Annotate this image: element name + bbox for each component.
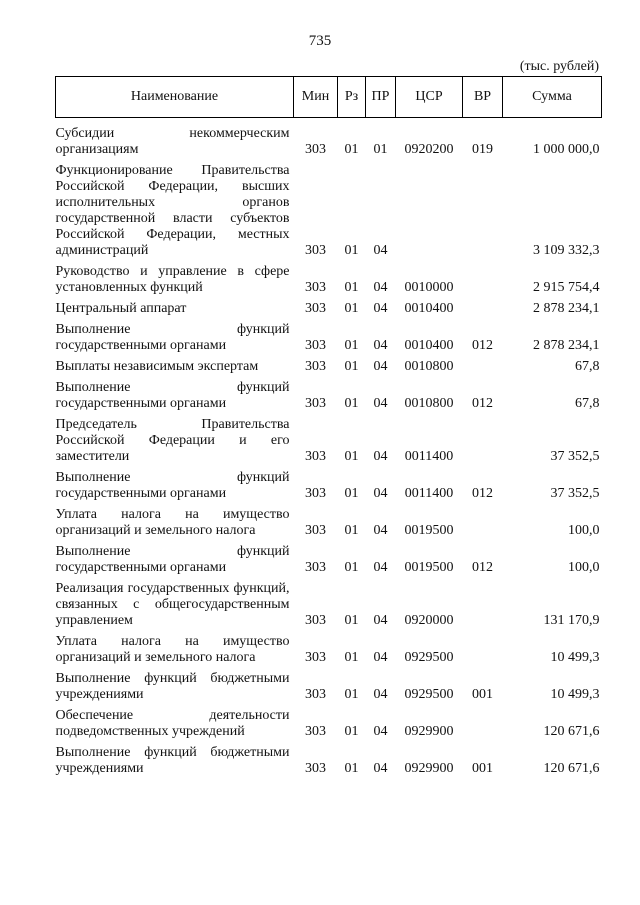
cell-vr: 019 <box>472 142 493 157</box>
cell-sum: 131 170,9 <box>543 613 600 628</box>
cell-vr: 012 <box>472 486 493 501</box>
cell-name: Выплаты независимым экспертам <box>55 359 259 374</box>
table-row <box>56 671 602 708</box>
cell-sum: 120 671,6 <box>543 761 600 776</box>
cell-vr: 012 <box>472 338 493 353</box>
cell-csr: 0929900 <box>404 724 454 739</box>
cell-rz: 01 <box>344 650 359 665</box>
cell-csr: 0920200 <box>404 142 454 157</box>
cell-min: 303 <box>305 560 326 575</box>
table-row <box>56 301 602 322</box>
cell-min: 303 <box>305 449 326 464</box>
cell-vr <box>463 581 503 634</box>
cell-min: 303 <box>305 486 326 501</box>
cell-sum: 67,8 <box>575 396 600 411</box>
cell-pr: 04 <box>373 486 388 501</box>
cell-min: 303 <box>305 338 326 353</box>
header-rz: Рз <box>338 77 366 118</box>
cell-vr <box>463 417 503 470</box>
cell-pr: 04 <box>373 338 388 353</box>
cell-rz: 01 <box>344 301 359 316</box>
cell-vr: 001 <box>472 687 493 702</box>
cell-pr: 04 <box>373 687 388 702</box>
cell-min: 303 <box>305 243 326 258</box>
cell-name: Председатель Правительства Российской Федерации и его заместители <box>55 417 290 464</box>
cell-name: Функционирование Правительства Российской Федерации, высших исполнительных органов государственной власти субъектов Российской Федерации, местных администраций <box>55 163 290 258</box>
cell-min: 303 <box>305 761 326 776</box>
cell-pr: 04 <box>373 613 388 628</box>
cell-vr: 012 <box>472 560 493 575</box>
table-row <box>56 544 602 581</box>
cell-name: Реализация государственных функций, связанных с общегосударственным управлением <box>55 581 290 628</box>
cell-csr: 0010400 <box>404 338 454 353</box>
cell-sum: 100,0 <box>568 523 600 538</box>
header-pr: ПР <box>366 77 396 118</box>
cell-pr: 04 <box>373 560 388 575</box>
table-row <box>56 634 602 671</box>
cell-vr <box>463 301 503 322</box>
cell-rz: 01 <box>344 449 359 464</box>
cell-name: Субсидии некоммерческим организациям <box>55 126 290 157</box>
cell-vr <box>463 359 503 380</box>
cell-pr: 04 <box>373 359 388 374</box>
cell-sum: 37 352,5 <box>550 449 600 464</box>
cell-name: Уплата налога на имущество организаций и земельного налога <box>55 507 290 538</box>
cell-name: Выполнение функций государственными органами <box>55 544 290 575</box>
cell-rz: 01 <box>344 523 359 538</box>
cell-csr <box>396 163 463 264</box>
cell-min: 303 <box>305 359 326 374</box>
cell-vr <box>463 264 503 301</box>
table-row <box>56 264 602 301</box>
cell-name: Выполнение функций бюджетными учреждениями <box>55 745 290 776</box>
table-row <box>56 417 602 470</box>
cell-vr <box>463 163 503 264</box>
cell-csr: 0920000 <box>404 613 454 628</box>
cell-min: 303 <box>305 650 326 665</box>
cell-rz: 01 <box>344 396 359 411</box>
cell-min: 303 <box>305 396 326 411</box>
cell-sum: 37 352,5 <box>550 486 600 501</box>
cell-pr: 04 <box>373 280 388 295</box>
cell-name: Уплата налога на имущество организаций и земельного налога <box>55 634 290 665</box>
cell-pr: 01 <box>373 142 388 157</box>
cell-csr: 0019500 <box>404 523 454 538</box>
cell-pr: 04 <box>373 650 388 665</box>
units-note: (тыс. рублей) <box>519 59 599 74</box>
cell-rz: 01 <box>344 560 359 575</box>
cell-csr: 0929500 <box>404 650 454 665</box>
cell-sum: 2 878 234,1 <box>533 338 600 353</box>
table-header-row <box>56 77 602 118</box>
cell-min: 303 <box>305 724 326 739</box>
cell-sum: 67,8 <box>575 359 600 374</box>
cell-vr: 001 <box>472 761 493 776</box>
cell-csr: 0929900 <box>404 761 454 776</box>
cell-name: Центральный аппарат <box>55 301 187 316</box>
cell-name: Выполнение функций бюджетными учреждениями <box>55 671 290 702</box>
cell-rz: 01 <box>344 280 359 295</box>
header-sum: Сумма <box>503 77 602 118</box>
cell-csr: 0011400 <box>404 449 454 464</box>
cell-sum: 1 000 000,0 <box>533 142 600 157</box>
cell-name: Выполнение функций государственными органами <box>55 380 290 411</box>
cell-vr <box>463 634 503 671</box>
table-row <box>56 470 602 507</box>
cell-name: Обеспечение деятельности подведомственных учреждений <box>55 708 290 739</box>
cell-sum: 10 499,3 <box>550 687 600 702</box>
cell-min: 303 <box>305 613 326 628</box>
cell-vr <box>463 708 503 745</box>
table-row <box>56 126 602 163</box>
cell-sum: 3 109 332,3 <box>533 243 600 258</box>
cell-rz: 01 <box>344 486 359 501</box>
cell-vr <box>463 507 503 544</box>
cell-min: 303 <box>305 687 326 702</box>
cell-pr: 04 <box>373 761 388 776</box>
cell-sum: 2 915 754,4 <box>533 280 600 295</box>
cell-sum: 100,0 <box>568 560 600 575</box>
cell-pr: 04 <box>373 301 388 316</box>
cell-pr: 04 <box>373 523 388 538</box>
cell-rz: 01 <box>344 761 359 776</box>
cell-csr: 0010800 <box>404 396 454 411</box>
table-row <box>56 380 602 417</box>
cell-sum: 10 499,3 <box>550 650 600 665</box>
table-row <box>56 507 602 544</box>
cell-min: 303 <box>305 280 326 295</box>
cell-name: Руководство и управление в сфере установленных функций <box>55 264 290 295</box>
header-name: Наименование <box>56 77 294 118</box>
table-row <box>56 581 602 634</box>
cell-rz: 01 <box>344 243 359 258</box>
cell-rz: 01 <box>344 338 359 353</box>
header-csr: ЦСР <box>396 77 463 118</box>
budget-table <box>55 76 602 782</box>
cell-csr: 0010800 <box>404 359 454 374</box>
cell-min: 303 <box>305 301 326 316</box>
table-row <box>56 163 602 264</box>
cell-vr: 012 <box>472 396 493 411</box>
cell-rz: 01 <box>344 613 359 628</box>
table-row <box>56 322 602 359</box>
cell-sum: 2 878 234,1 <box>533 301 600 316</box>
table-row <box>56 745 602 782</box>
cell-name: Выполнение функций государственными органами <box>55 470 290 501</box>
page-number: 735 <box>308 33 332 49</box>
table-row <box>56 708 602 745</box>
table-body <box>56 126 602 782</box>
cell-sum: 120 671,6 <box>543 724 600 739</box>
cell-csr: 0010400 <box>404 301 454 316</box>
cell-pr: 04 <box>373 724 388 739</box>
cell-csr: 0010000 <box>404 280 454 295</box>
cell-name: Выполнение функций государственными органами <box>55 322 290 353</box>
cell-rz: 01 <box>344 142 359 157</box>
cell-csr: 0929500 <box>404 687 454 702</box>
header-vr: ВР <box>463 77 503 118</box>
cell-rz: 01 <box>344 724 359 739</box>
cell-rz: 01 <box>344 359 359 374</box>
cell-pr: 04 <box>373 449 388 464</box>
table-row <box>56 359 602 380</box>
cell-rz: 01 <box>344 687 359 702</box>
cell-pr: 04 <box>373 243 388 258</box>
cell-csr: 0019500 <box>404 560 454 575</box>
header-min: Мин <box>294 77 338 118</box>
cell-min: 303 <box>305 523 326 538</box>
cell-min: 303 <box>305 142 326 157</box>
cell-csr: 0011400 <box>404 486 454 501</box>
cell-pr: 04 <box>373 396 388 411</box>
